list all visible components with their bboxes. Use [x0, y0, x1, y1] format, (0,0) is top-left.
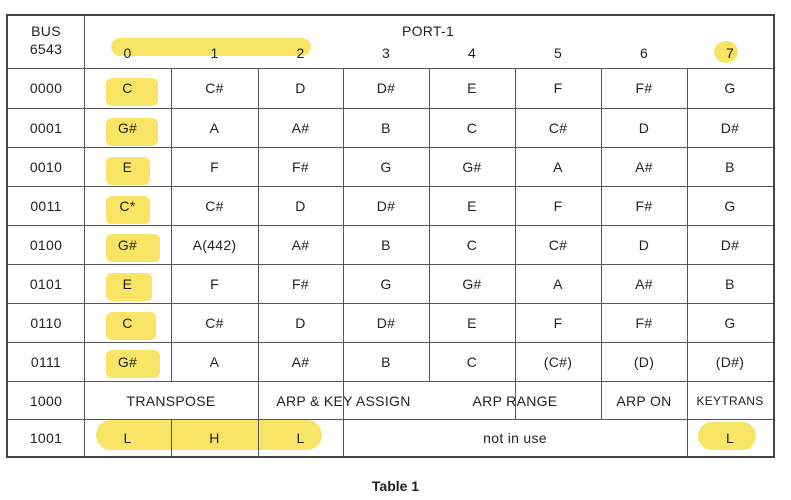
row-0010-col-2: F#	[292, 159, 309, 175]
table-caption: Table 1	[371, 478, 420, 494]
row-divider	[8, 68, 773, 69]
row-0100-col-3: B	[381, 237, 391, 253]
row-0011-col-3: D#	[376, 198, 396, 214]
row-0011-col-7: G	[724, 198, 736, 214]
arp-on-label: ARP ON	[616, 392, 672, 409]
row-0000-col-5: F	[553, 80, 563, 96]
keytrans-label: KEYTRANS	[696, 393, 764, 408]
row-0101-col-5: A	[553, 276, 563, 292]
row-1001-col-2: L	[296, 430, 305, 446]
row-0100-col-4: C	[466, 237, 478, 253]
row-1001-col-1: H	[209, 430, 220, 446]
row-divider	[8, 186, 773, 187]
row-0100-bus: 0100	[29, 237, 63, 253]
row-0001-col-5: C#	[548, 120, 568, 136]
row-0110-col-5: F	[553, 315, 563, 331]
column-header-0: 0	[123, 45, 132, 61]
row-0010-col-3: G	[380, 159, 392, 175]
row-0111-col-1: A	[209, 354, 220, 370]
row-0111-col-3: B	[381, 354, 391, 370]
row-0010-col-7: B	[725, 159, 735, 175]
row-0100-col-7: D#	[720, 237, 740, 253]
row-divider	[8, 342, 773, 343]
col-divider	[84, 16, 85, 456]
port-table	[6, 14, 775, 458]
row-0011-col-0: C*	[119, 198, 136, 214]
row-0010-col-5: A	[553, 159, 563, 175]
row-0000-col-1: C#	[205, 80, 224, 96]
row-0010-col-1: F	[210, 159, 219, 175]
transpose-label: TRANSPOSE	[126, 392, 216, 409]
column-header-2: 2	[296, 45, 305, 61]
row-0100-col-1: A(442)	[192, 237, 237, 253]
row-divider	[8, 303, 773, 304]
row-0101-col-7: B	[725, 276, 735, 292]
row-0101-col-6: A#	[635, 276, 653, 292]
row-0111-col-4: C	[466, 354, 478, 370]
row-0011-col-2: D	[295, 198, 306, 214]
row-0011-col-4: E	[467, 198, 477, 214]
row-0000-col-2: D	[295, 80, 306, 96]
row-0110-col-7: G	[724, 315, 736, 331]
row-0011-bus: 0011	[30, 198, 62, 214]
row-0001-col-4: C	[466, 120, 478, 136]
arp-range-label: ARP RANGE	[472, 392, 558, 409]
row-1001-bus: 1001	[29, 430, 63, 446]
row-0010-col-4: G#	[462, 159, 482, 175]
row-0111-col-2: A#	[291, 354, 310, 370]
row-0000-col-3: D#	[376, 80, 396, 96]
row-0110-col-2: D	[295, 315, 306, 331]
col-divider	[171, 68, 172, 382]
row-divider	[8, 381, 773, 382]
row-0000-col-7: G	[724, 80, 736, 96]
row-0011-col-5: F	[553, 198, 563, 214]
row-0001-bus: 0001	[29, 120, 63, 136]
row-divider	[8, 108, 773, 109]
column-header-7: 7	[725, 45, 735, 61]
row-divider	[8, 264, 773, 265]
row-0001-col-6: D	[638, 120, 650, 136]
row-0100-col-5: C#	[548, 237, 568, 253]
row-0001-col-0: G#	[117, 120, 138, 136]
col-divider	[258, 68, 259, 456]
row-0101-col-1: F	[210, 276, 219, 292]
row-0000-col-0: C	[122, 80, 133, 96]
column-header-4: 4	[467, 45, 477, 61]
column-header-1: 1	[210, 45, 219, 61]
row-0101-bus: 0101	[29, 276, 63, 292]
row-0110-col-6: F#	[635, 315, 653, 331]
row-0001-col-1: A	[209, 120, 220, 136]
row-divider	[8, 225, 773, 226]
not-in-use-label: not in use	[483, 430, 547, 446]
row-0000-col-4: E	[467, 80, 477, 96]
port-label: PORT-1	[401, 23, 455, 39]
row-0011-col-1: C#	[205, 198, 224, 214]
row-0110-bus: 0110	[30, 315, 62, 331]
bus-bits: 6543	[29, 41, 63, 57]
col-divider	[429, 68, 430, 382]
row-0100-col-6: D	[638, 237, 650, 253]
row-0000-bus: 0000	[29, 80, 63, 96]
column-header-5: 5	[553, 45, 563, 61]
row-0000-col-6: F#	[635, 80, 653, 96]
row-divider	[8, 419, 773, 420]
row-0100-col-2: A#	[291, 237, 310, 253]
row-0101-col-3: G	[380, 276, 392, 292]
row-0111-col-6: (D)	[633, 354, 655, 370]
row-0111-col-0: G#	[117, 354, 138, 370]
row-1001-col-7: L	[725, 430, 735, 446]
row-0001-col-3: B	[381, 120, 391, 136]
row-0110-col-0: C	[122, 315, 133, 331]
col-divider	[687, 68, 688, 456]
row-0111-bus: 0111	[30, 354, 62, 370]
column-header-3: 3	[381, 45, 391, 61]
row-0001-col-7: D#	[720, 120, 740, 136]
col-divider	[601, 68, 602, 419]
row-0110-col-3: D#	[376, 315, 396, 331]
row-0110-col-4: E	[467, 315, 477, 331]
row-0011-col-6: F#	[635, 198, 653, 214]
column-header-6: 6	[639, 45, 649, 61]
row-0100-col-0: G#	[117, 237, 138, 253]
row-0010-bus: 0010	[29, 159, 63, 175]
row-1000-bus: 1000	[29, 392, 63, 409]
row-0111-col-5: (C#)	[543, 354, 573, 370]
col-divider	[171, 419, 172, 456]
row-0101-col-4: G#	[462, 276, 482, 292]
row-0101-col-0: E	[122, 276, 133, 292]
row-0101-col-2: F#	[292, 276, 309, 292]
row-0001-col-2: A#	[291, 120, 310, 136]
row-0111-col-7: (D#)	[715, 354, 745, 370]
bus-label: BUS	[31, 23, 61, 39]
row-0010-col-0: E	[122, 159, 133, 175]
col-divider	[343, 68, 344, 456]
col-divider	[515, 68, 516, 419]
row-0010-col-6: A#	[635, 159, 653, 175]
row-0110-col-1: C#	[205, 315, 224, 331]
arp-key-assign-label: ARP & KEY ASSIGN	[276, 392, 411, 409]
row-1001-col-0: L	[123, 430, 132, 446]
row-divider	[8, 147, 773, 148]
